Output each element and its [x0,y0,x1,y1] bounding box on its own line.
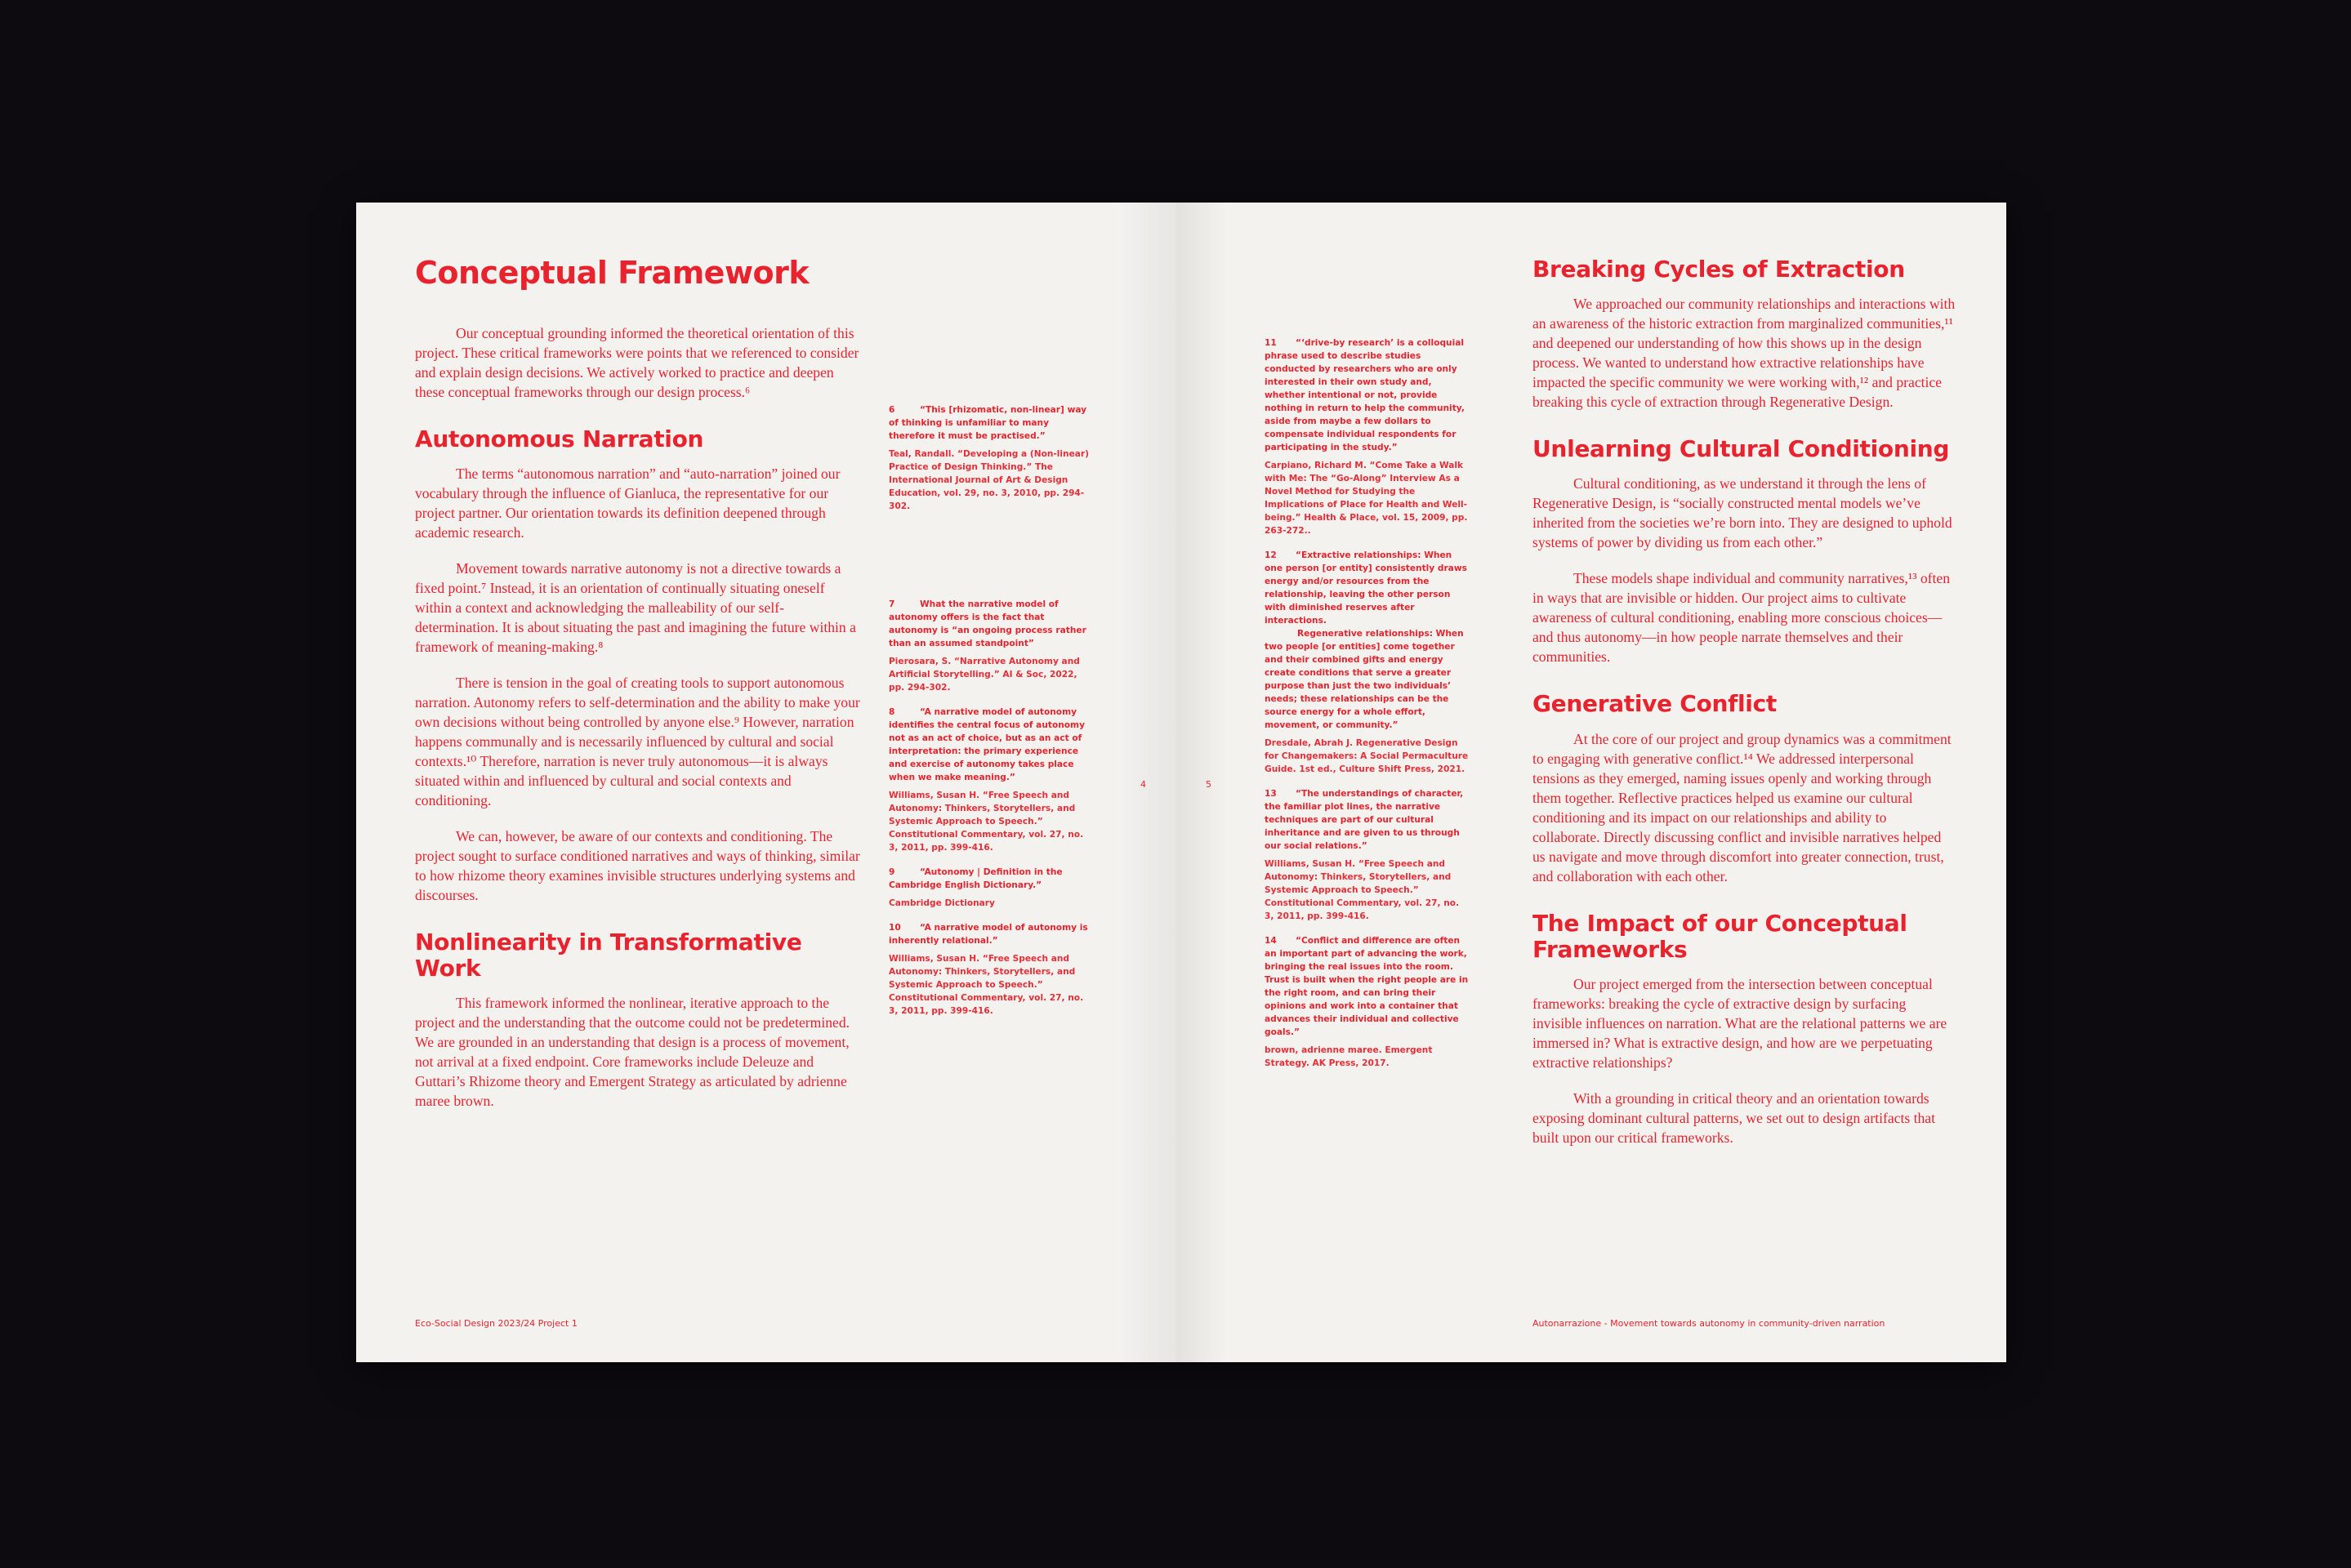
body-paragraph: Our project emerged from the intersection between conceptual frameworks: breaking the cycle of extractive design by surfacing invisible influences on narration. What are the relational patterns we are immersed in? What is extractive design, and how are we perpetuating extractive relationships? [1532,975,1947,1071]
section-heading: Nonlinearity in Transformative Work [415,928,802,982]
body-paragraph: We approached our community relationships and interactions with an awareness of the historic extraction from marginalized communities,¹¹ and deepened our understanding of how this shows up in the design process. We wanted to understand how extractive relationships have impacted the specific community we were working with,¹² and practice breaking this cycle of extraction through Regenerative Design. [1532,296,1956,411]
footnote-number: 7 [889,599,895,609]
footnote-citation: Williams, Susan H. “Free Speech and Autonomy: Thinkers, Storytellers, and Systemic Approach to Speech.” Constitutional Commentary, vol. 27, no. 3, 2011, pp. 399-416. [1265,859,1460,921]
footnote-7 [889,598,1090,694]
footnote-number: 12 [1265,550,1277,560]
page-title: Conceptual Framework [415,255,810,291]
footnote-number: 8 [889,707,895,717]
footnote-12 [1265,549,1470,776]
footnote-number: 14 [1265,936,1277,946]
footnote-13 [1265,787,1470,923]
footnote-continuation: Regenerative relationships: When two people [or entities] come together and their combined gifts and energy create conditions that serve a greater purpose than just the two individuals’ needs; these relationships can be the source energy for a whole effort, movement, or community.” [1265,629,1464,730]
section-nonlinearity [415,929,863,1111]
page-number-left: 4 [1140,779,1146,790]
body-paragraph: Movement towards narrative autonomy is not a directive towards a fixed point.⁷ Instead, it is an orientation of continually situating oneself within a context and acknowledging the malleability of our self-determination. It is about situating the past and imagining the future within a framework of meaning-making.⁸ [415,559,856,655]
footnote-citation: Williams, Susan H. “Free Speech and Autonomy: Thinkers, Storytellers, and Systemic Approach to Speech.” Constitutional Commentary, vol. 27, no. 3, 2011, pp. 399-416. [889,791,1084,853]
intro-paragraph: Our conceptual grounding informed the theoretical orientation of this project. These critical frameworks were points that we referenced to consider and explain design decisions. We actively worked to practice and deepen these conceptual frameworks through our design process.⁶ [415,324,859,400]
footnote-11 [1265,336,1470,537]
section-heading: Generative Conflict [1532,690,1777,718]
intro-section [415,323,863,402]
body-paragraph: At the core of our project and group dynamics was a commitment to engaging with generative conflict.¹⁴ We addressed interpersonal tensions as they emerged, naming issues openly and working through them together. Reflective practices helped us examine our cultural conditioning and its impact on our relationships and ability to collaborate. Directly discussing conflict and invisible narratives helped us navigate and move through discomfort into greater connection, trust, and collaboration with each other. [1532,730,1952,884]
page-number-right: 5 [1206,779,1211,790]
footer-right: Autonarrazione - Movement towards autonomy in community-driven narration [1532,1318,1885,1329]
right-page [1176,203,2006,1362]
footnote-8 [889,706,1090,854]
body-paragraph: With a grounding in critical theory and an orientation towards exposing dominant cultural patterns, we set out to design artifacts that built upon our critical frameworks. [1532,1089,1935,1146]
body-paragraph: This framework informed the nonlinear, iterative approach to the project and the understanding that the outcome could not be predetermined. We are grounded in an understanding that design is a process of movement, not arrival at a fixed endpoint. Core frameworks include Deleuze and Guttari’s Rhizome theory and Emergent Strategy as articulated by adrienne maree brown. [415,995,850,1110]
footnote-text: What the narrative model of autonomy offers is the fact that autonomy is “an ongoing process rather than an assumed standpoint” [889,599,1086,648]
left-page [356,203,1176,1362]
footnote-citation: brown, adrienne maree. Emergent Strategy. AK Press, 2017. [1265,1045,1433,1068]
section-generative-conflict [1532,691,1957,885]
footnote-citation: Pierosara, S. “Narrative Autonomy and Artificial Storytelling.” AI & Soc, 2022, pp. 294-302. [889,657,1080,693]
footnote-text: “A narrative model of autonomy is inherently relational.” [889,923,1088,946]
footnote-text: “A narrative model of autonomy identifies the central focus of autonomy not as an act of choice, but as an act of interpretation: the primary experience and exercise of autonomy takes place when we make meaning.” [889,707,1085,782]
footnote-text: “Extractive relationships: When one person [or entity] consistently draws energy and/or resources from the relationship, leaving the other person with diminished reserves after interactions. [1265,550,1467,626]
sidenotes-upper [889,403,1090,524]
footnote-citation: Teal, Randall. “Developing a (Non-linear) Practice of Design Thinking.” The International Journal of Art & Design Education, vol. 29, no. 3, 2010, pp. 294-302. [889,449,1089,511]
footnote-number: 11 [1265,338,1277,348]
section-breaking-cycles [1532,256,1957,412]
footnote-number: 9 [889,867,895,877]
section-heading: Breaking Cycles of Extraction [1532,256,1905,283]
footnote-number: 13 [1265,789,1277,799]
footnote-text: “The understandings of character, the familiar plot lines, the narrative techniques are part of our cultural inheritance and are given to us through our social relations.” [1265,789,1464,851]
footnote-text: “‘drive-by research’ is a colloquial phrase used to describe studies conducted by researchers who are only interested in their own study and, whether intentional or not, provide nothing in return to help the community, aside from maybe a few dollars to compensate individual respondents for participating in the study.” [1265,338,1465,452]
footnote-number: 6 [889,405,895,415]
body-paragraph: There is tension in the goal of creating tools to support autonomous narration. Autonomy refers to self-determination and the ability to make your own decisions without being controlled by anyone else.⁹ However, narration happens communally and is necessarily influenced by cultural and social contexts.¹⁰ Therefore, narration is never truly autonomous—it is always situated within and influenced by cultural and social contexts and conditioning. [415,674,860,808]
sidenotes-right [1265,336,1470,1081]
footnote-citation: Williams, Susan H. “Free Speech and Autonomy: Thinkers, Storytellers, and Systemic Approach to Speech.” Constitutional Commentary, vol. 27, no. 3, 2011, pp. 399-416. [889,954,1084,1016]
footnote-text: “This [rhizomatic, non-linear] way of thinking is unfamiliar to many therefore it must be practised.” [889,405,1087,441]
section-impact [1532,911,1957,1147]
footnote-text: “Conflict and difference are often an important part of advancing the work, bringing the real issues into the room. Trust is built when the right people are in the right room, and can bring their opinions and work into a container that advances their individual and collective goals.” [1265,936,1469,1037]
footnote-citation: Dresdale, Abrah J. Regenerative Design for Changemakers: A Social Permaculture Guide. 1st ed., Culture Shift Press, 2021. [1265,738,1469,774]
section-heading: Unlearning Cultural Conditioning [1532,435,1950,463]
body-paragraph: We can, however, be aware of our contexts and conditioning. The project sought to surface conditioned narratives and ways of thinking, similar to how rhizome theory examines invisible structures underlying systems and discourses. [415,827,860,903]
footnote-6 [889,403,1090,513]
body-paragraph: Cultural conditioning, as we understand it through the lens of Regenerative Design, is “socially constructed mental models we’ve inherited from the societies we’re born into. They are designed to uphold systems of power by dividing us from each other.” [1532,475,1952,551]
footnote-9 [889,866,1090,910]
open-booklet-spread [356,203,2006,1362]
body-paragraph: These models shape individual and community narratives,¹³ often in ways that are invisible or hidden. Our project aims to cultivate awareness of cultural conditioning, enabling more conscious choices—and thus autonomy—in how people narrate themselves and their communities. [1532,570,1951,666]
body-paragraph: The terms “autonomous narration” and “auto-narration” joined our vocabulary through the influence of Gianluca, the representative for our project partner. Our orientation towards its definition deepened through academic research. [415,465,841,541]
section-autonomous-narration [415,426,863,905]
right-main-column [1532,256,1957,1172]
footer-left: Eco-Social Design 2023/24 Project 1 [415,1318,578,1329]
section-unlearning [1532,436,1957,666]
sidenotes-lower [889,598,1090,1029]
left-main-column [415,256,863,1135]
footnote-number: 10 [889,923,901,933]
footnote-citation: Carpiano, Richard M. “Come Take a Walk with Me: The “Go-Along” Interview As a Novel Method for Studying the Implications of Place for Health and Well-being.” Health & Place, vol. 15, 2009, pp. 263-272.. [1265,461,1468,536]
footnote-10 [889,921,1090,1018]
footnote-14 [1265,934,1470,1070]
section-heading: Autonomous Narration [415,425,704,452]
footnote-text: “Autonomy | Definition in the Cambridge English Dictionary.” [889,867,1063,890]
footnote-citation: Cambridge Dictionary [889,898,995,908]
section-heading: The Impact of our Conceptual Frameworks [1532,909,1907,963]
